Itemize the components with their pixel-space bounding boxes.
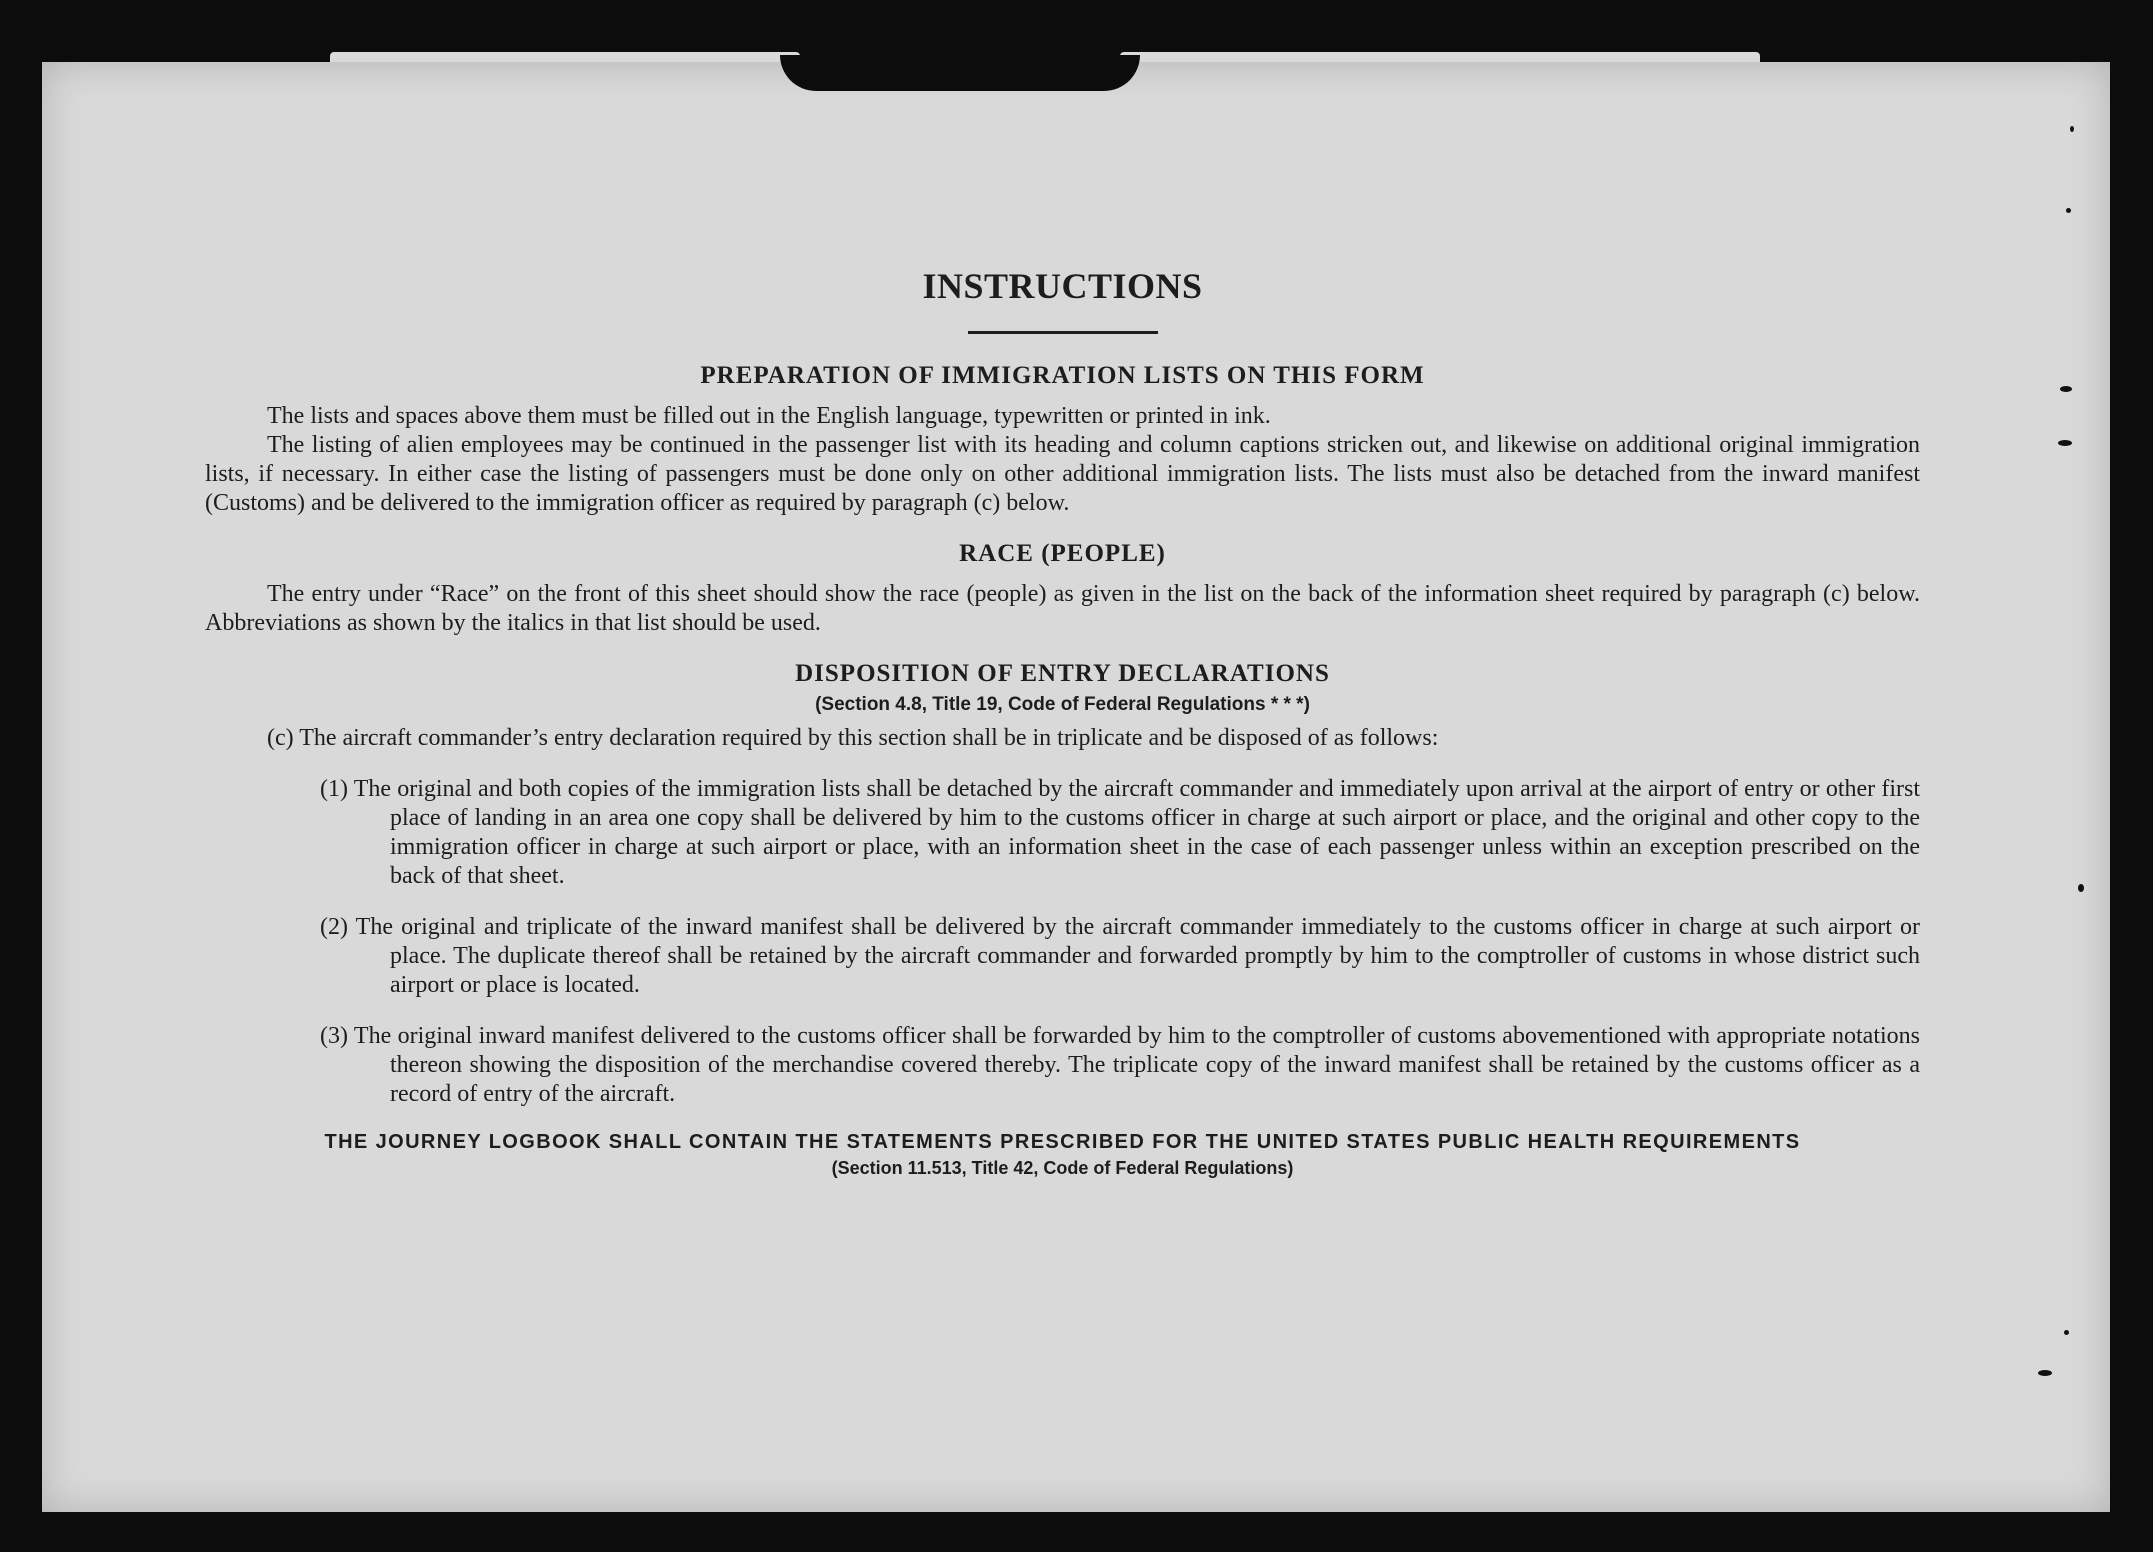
ink-speck [2058, 440, 2072, 446]
preparation-section [205, 362, 1920, 518]
disposition-section [205, 660, 1920, 1109]
ink-speck [2064, 1330, 2069, 1335]
ink-speck [2060, 386, 2072, 392]
ink-speck [2066, 208, 2071, 213]
footer-citation: (Section 11.513, Title 42, Code of Federal Regulations) [831, 1158, 1294, 1178]
ink-speck [2038, 1370, 2052, 1376]
clause-item: (2) The original and triplicate of the inward manifest shall be delivered by the aircraft commander immediately to the customs officer in charge at such airport or place. The duplicate thereof shall be retained by the aircraft commander and forwarded promptly by him to the comptroller of customs in whose district such airport or place is located. [320, 914, 1920, 998]
preparation-paragraph-1: The lists and spaces above them must be filled out in the English language, typewritten or printed in ink. [267, 403, 1271, 429]
clause-item: (3) The original inward manifest delivered to the customs officer shall be forwarded by him to the comptroller of customs abovementioned with appropriate notations thereon showing the disposition of the merchandise covered thereby. The triplicate copy of the inward manifest shall be retained by the customs officer as a record of entry of the aircraft. [320, 1023, 1920, 1107]
footer-statement: THE JOURNEY LOGBOOK SHALL CONTAIN THE STATEMENTS PRESCRIBED FOR THE UNITED STATES PUBLIC HEALTH REQUIREMENTS [324, 1131, 1801, 1153]
preparation-heading: PREPARATION OF IMMIGRATION LISTS ON THIS FORM [700, 362, 1425, 389]
clause-c: (c) The aircraft commander’s entry declaration required by this section shall be in triplicate and be disposed of as follows: [267, 725, 1439, 751]
preparation-paragraph-2: The listing of alien employees may be continued in the passenger list with its heading and column captions stricken out, and likewise on additional original immigration lists, if necessary. In either case the listing of passengers must be done only on other additional immigration lists. The lists must also be detached from the inward manifest (Customs) and be delivered to the immigration officer as required by paragraph (c) below. [205, 432, 1920, 516]
disposition-heading: DISPOSITION OF ENTRY DECLARATIONS [795, 660, 1330, 687]
clause-item: (1) The original and both copies of the immigration lists shall be detached by the aircraft commander and immediately upon arrival at the airport of entry or other first place of landing in an area one copy shall be delivered by him to the customs officer in charge at such airport or place, and the original and other copy to the immigration officer in charge at such airport or place, with an information sheet in the case of each passenger unless within an exception prescribed on the back of that sheet. [320, 776, 1920, 889]
race-heading: RACE (PEOPLE) [959, 540, 1166, 567]
disposition-citation: (Section 4.8, Title 19, Code of Federal Regulations * * *) [815, 694, 1310, 715]
race-paragraph: The entry under “Race” on the front of this sheet should show the race (people) as given in the list on the back of the information sheet required by paragraph (c) below. Abbreviations as shown by the italics in that list should be used. [205, 581, 1920, 636]
race-section [205, 540, 1920, 638]
paper-notch [780, 55, 1140, 91]
page-title: INSTRUCTIONS [922, 266, 1203, 306]
title-underline [968, 331, 1158, 334]
ink-speck [2070, 126, 2074, 132]
ink-speck [2078, 884, 2084, 892]
instructions-page [205, 265, 1920, 1179]
